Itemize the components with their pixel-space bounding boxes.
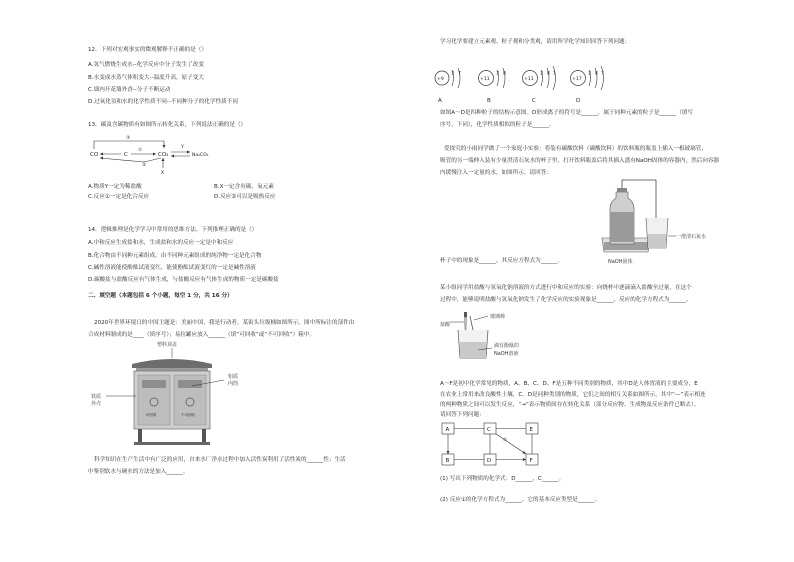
atom-d <box>571 66 605 104</box>
node-c: C <box>124 152 128 158</box>
svg-text:C: C <box>487 427 491 433</box>
bottle-experiment-illustration <box>600 178 690 258</box>
nonrecycle-label: 不可回收 <box>181 413 195 417</box>
svg-text:B: B <box>487 98 491 104</box>
svg-text:8: 8 <box>503 71 506 77</box>
node-b <box>442 454 454 465</box>
q18-line-3: 内缓慢注入一定量的水，如图所示。请回答： <box>440 170 552 176</box>
svg-text:A: A <box>445 427 450 433</box>
label-r1: ① <box>138 148 143 153</box>
q13-option-d: D.反应②可以是吸热反应 <box>214 194 276 200</box>
q17-line-2: 序号，下同），化学性质相似的粒子是______。 <box>440 122 555 128</box>
q19-line-1: 某小组同学用盐酸与氢氧化钠溶液的方式进行中和反应的实验：向烧杯中逐滴滴入盐酸至过量，在这个 <box>440 285 692 291</box>
label-r2: ② <box>142 163 147 168</box>
q12-option-b: B.水变成水蒸气体积变大--温度升高，原子变大 <box>88 75 204 81</box>
q12-option-c: C.墙内开花墙外香--分子不断运动 <box>88 87 171 93</box>
q12-option-a: A.氢气燃烧生成水--化学反应中分子发生了改变 <box>88 62 204 68</box>
atom-structure-diagrams <box>428 64 628 108</box>
svg-text:+17: +17 <box>572 77 582 82</box>
q13-option-a: A.物质Y一定为稀盐酸 <box>88 184 142 190</box>
q16-line-1: 科学知识在生产生活中有广泛的应用，自来水厂净水过程中加入活性炭利用了活性炭的______性；生活 <box>94 457 346 463</box>
node-c <box>484 423 496 434</box>
naoh-solid-label: NaOH固体 <box>608 259 633 265</box>
svg-text:D: D <box>576 98 581 104</box>
node-co2: CO₂ <box>158 152 169 158</box>
iron-shell-label-1: 铁质 <box>91 394 102 400</box>
q18-line-2: 吸管的另一端伸入装有少量澄清石灰水的杯子里，打开饮料瓶盖后将其插入盛有NaOH固体的容器内，然后向容器 <box>440 158 720 164</box>
substance-relation-diagram <box>440 421 550 471</box>
svg-text:8: 8 <box>595 71 598 77</box>
label-x: X <box>161 171 165 176</box>
svg-text:+11: +11 <box>524 77 534 82</box>
aluminium-drum-label-1: 铝质 <box>228 374 239 380</box>
node-co: CO <box>90 152 99 158</box>
q13-stem: 13．碳及含碳物质有如图所示转化关系，下列说法正确的是（） <box>88 122 247 128</box>
iron-shell-label-2: 外壳 <box>91 401 102 407</box>
atom-b <box>479 68 507 104</box>
svg-text:+11: +11 <box>480 77 490 82</box>
q14-option-b: B.化合物由不同种元素组成，由不同种元素组成的纯净物一定是化合物 <box>88 253 262 259</box>
svg-text:C: C <box>532 98 536 104</box>
label-y: Y <box>181 145 184 150</box>
section-2-heading: 二、填空题（本题包括 6 个小题，每空 1 分，共 16 分） <box>88 293 233 299</box>
hydrochloric-acid-label: 盐酸 <box>440 322 451 328</box>
svg-text:2: 2 <box>588 71 592 77</box>
q17-line-1: 如图A～D是四种粒子的结构示意图。D形成离子的符号是______，属于同种元素的粒子是______（填写 <box>440 110 693 116</box>
svg-text:2: 2 <box>451 71 455 77</box>
q15-text-2: 合成材料制成的是____（填序号）；易拉罐应放入______（填“可回收”或“不可回收”）箱中。 <box>88 332 315 338</box>
node-d <box>484 454 496 465</box>
q20-line-4: 请回答下列问题： <box>440 412 485 418</box>
svg-text:2: 2 <box>540 71 544 77</box>
svg-text:E: E <box>529 427 533 433</box>
recycle-label: 可回收 <box>146 413 157 417</box>
svg-text:7: 7 <box>601 71 604 77</box>
q13-option-b: B.X一定含有碳、氧元素 <box>214 184 274 190</box>
q15-text-1: 2020年世界环境日的中国主题是：美丽中国，我是行动者。某街头垃圾桶如图所示。图中所标注的部件由 <box>94 320 355 326</box>
atom-a <box>435 68 461 104</box>
node-f <box>526 454 538 465</box>
q20-sub-2: (2) 反应①的化学方程式为______，它的基本反应类型是______。 <box>440 497 601 503</box>
q14-option-c: C.碱性溶液能使酚酞试液变红，能使酚酞试液变红的一定是碱性溶液 <box>88 265 256 271</box>
q16-line-2: 中鉴别软水与硬水的方法是加入______。 <box>88 469 189 475</box>
q20-line-1: A～F是初中化学常见的物质，A、B、C、D、F是五种不同类别的物质，其中D是人体胃液的主要成分，E <box>440 381 698 387</box>
q14-option-d: D.碳酸盐与盐酸反应有气体生成，与盐酸反应有气体生成的物质一定是碳酸盐 <box>88 277 279 283</box>
q20-line-2: 在农业上常用来改良酸性土壤，C、D是同种类别的物质，它们之间的相互关系如图所示，其中“—”表示相连 <box>440 392 706 398</box>
q17-stem: 学习化学要建立元素观、粒子观和分类观，请用所学化学知识回答下列问题： <box>440 39 631 45</box>
q20-line-3: 的两种物质之间可以发生反应，“→”表示物质间存在转化关系（部分反应物、生成物及反应条件已略去）。 <box>440 402 700 408</box>
svg-text:A: A <box>438 98 442 104</box>
reaction-1-mark: ① <box>503 438 508 443</box>
svg-text:+9: +9 <box>437 77 444 82</box>
q12-stem: 12．下列对宏观事实的微观解释不正确的是（） <box>88 47 207 53</box>
q12-option-d: D.过氧化氢和水的化学性质不同--不同种分子的化学性质不同 <box>88 99 238 105</box>
svg-text:7: 7 <box>458 71 461 77</box>
svg-text:D: D <box>487 458 492 464</box>
q14-option-a: A.中和反应生成盐和水，生成盐和水的反应一定是中和反应 <box>88 240 234 246</box>
plastic-lid-label: 塑料顶盖 <box>157 342 178 348</box>
q18-line-1: 爱探究的小雨同学做了一个家庭小实验：将装有碳酸饮料（碳酸饮料）的饮料瓶的瓶盖上插入一根玻璃管， <box>444 146 707 152</box>
q20-sub-1: (1) 写出下列物质的化学式：D______，C______。 <box>440 476 565 482</box>
limewater-label: 一澄清石灰水 <box>676 234 707 240</box>
node-na2co3: Na₂CO₃ <box>192 153 209 158</box>
q13-option-c: C.反应①一定是化合反应 <box>88 194 150 200</box>
svg-text:B: B <box>445 458 450 464</box>
glass-rod-label: 玻璃棒 <box>490 314 506 320</box>
q18-answer-line: 杯子中的现象是______，其反应方程式为______。 <box>440 258 564 264</box>
q14-stem: 14．逻辑推理是化学学习中常用的思维方法。下列推理正确的是（） <box>88 227 258 233</box>
carbon-conversion-diagram <box>88 132 228 178</box>
atom-c <box>523 66 557 104</box>
svg-text:2: 2 <box>496 71 500 77</box>
svg-text:F: F <box>529 458 533 464</box>
indicator-label-2: NaOH溶液 <box>494 351 519 357</box>
aluminium-drum-label-2: 内筒 <box>228 381 239 387</box>
svg-text:1: 1 <box>553 71 556 77</box>
trash-bin-illustration <box>112 346 232 450</box>
indicator-label-1: 滴有酚酞的 <box>494 343 520 349</box>
q19-line-2: 过程中，能够说明盐酸与氢氧化钠发生了化学反应的实验现象是______，反应的化学方程式为______。 <box>440 297 692 303</box>
node-e <box>526 423 538 434</box>
label-r3: ③ <box>126 136 131 141</box>
node-a <box>442 423 454 434</box>
svg-text:8: 8 <box>547 71 550 77</box>
